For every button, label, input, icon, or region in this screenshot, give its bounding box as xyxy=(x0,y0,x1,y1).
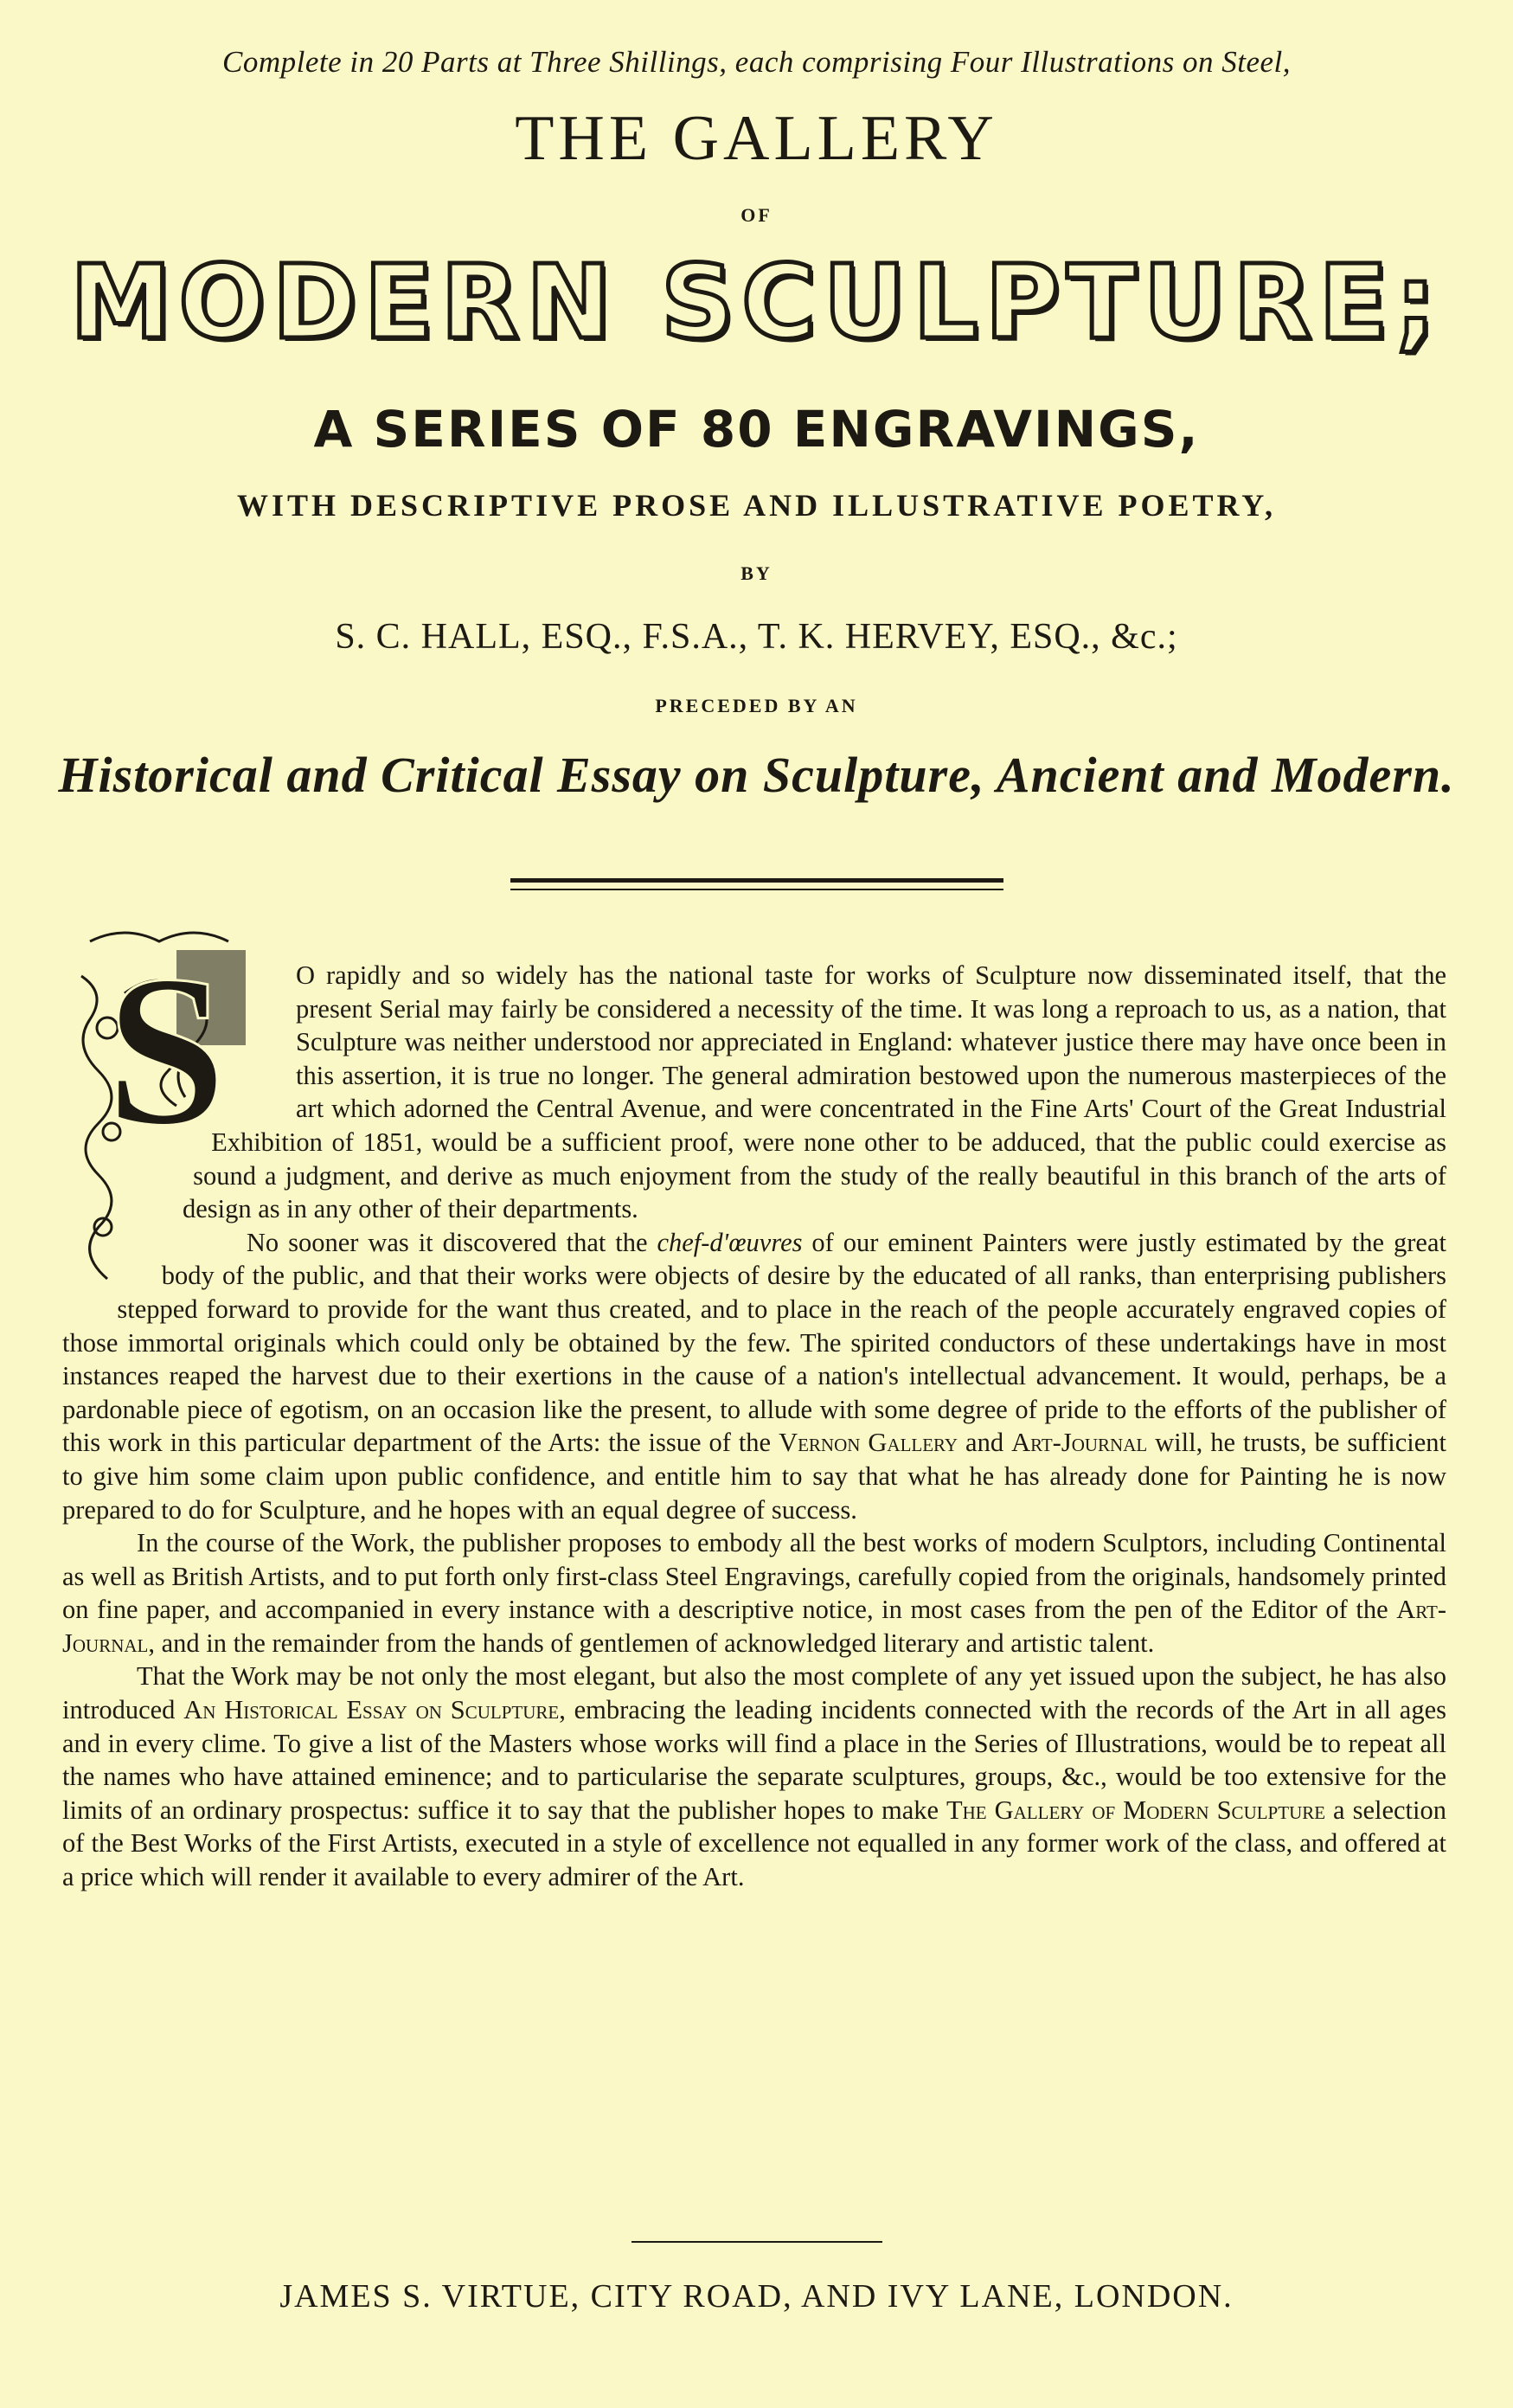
paragraph-1: O rapidly and so widely has the national taste for works of Sculpture now disseminated itself, that the present Serial may fairly be considered a necessity of the time. It was long a reproach to us, as a nation, that Sculpture was neither understood nor appreciated in England: whatever justice there may have once been in this assertion, it is true no longer. The general admiration bestowed upon the numerous masterpieces of the art which adorned the Central Avenue, and were concentrated in the Fine Arts' Court of the Great Industrial Exhibition of 1851, would be a sufficient proof, were none other to be adduced, that the public could exercise as sound a judgment, and derive as much enjoyment from the study of the really beautiful in this branch of the arts of design as in any other of their departments. xyxy=(182,960,1446,1224)
preceded-label: PRECEDED BY AN xyxy=(655,695,858,716)
with-line: WITH DESCRIPTIVE PROSE AND ILLUSTRATIVE POETRY, xyxy=(237,488,1276,523)
essay-title: Historical and Critical Essay on Sculpture, Ancient and Modern. xyxy=(58,747,1455,803)
publisher-imprint: JAMES S. VIRTUE, CITY ROAD, AND IVY LANE, LONDON. xyxy=(279,2278,1234,2315)
paragraph-2: No sooner was it discovered that the chef-d'œuvres of our eminent Painters were justly estimated by the great body of the public, and that their works were objects of desire by the educated of all ranks, than enterprising publishers stepped forward to provide for the want thus created, and to place in the reach of the people accurately engraved copies of those immortal originals which could only be obtained by the few. The spirited conductors of these undertakings have in most instances reaped the harvest due to their exertions in the cause of a nation's intellectual advancement. It would, perhaps, be a pardonable piece of egotism, on an occasion like the present, to allude with some degree of pride to the efforts of the publisher of this work in this particular department of the Arts: the issue of the Vernon Gallery and Art-Journal will, he trusts, be sufficient to give him some claim upon public confidence, and entitle him to say that what he has already done for Painting he is now prepared to do for Sculpture, and he hopes with an equal degree of success. xyxy=(62,1227,1447,1525)
title: THE GALLERY xyxy=(515,103,998,174)
body-text xyxy=(62,959,1446,1894)
paragraph-3: In the course of the Work, the publisher proposes to embody all the best works of modern Sculptors, including Continental as well as British Artists, and to put forth only first-class Steel Engravings, carefully copied from the originals, handsomely printed on fine paper, and accompanied in every instance with a descriptive notice, in most cases from the pen of the Editor of the Art-Journal, and in the remainder from the hands of gentlemen of acknowledged literary and artistic talent. xyxy=(62,1528,1446,1658)
divider-thick xyxy=(510,878,1003,883)
top-line: Complete in 20 Parts at Three Shillings, each comprising Four Illustrations on Steel, xyxy=(221,45,1292,79)
dropcap-letter: S xyxy=(106,931,227,1171)
authors: S. C. HALL, ESQ., F.S.A., T. K. HERVEY, ESQ., &c.; xyxy=(335,617,1178,657)
headline: MODERN SCULPTURE; xyxy=(69,242,1444,362)
divider-thin xyxy=(510,889,1003,890)
divider-bottom xyxy=(631,2241,882,2243)
by-label: BY xyxy=(740,562,773,584)
series-line: A SERIES OF 80 ENGRAVINGS, xyxy=(313,400,1200,459)
paragraph-4: That the Work may be not only the most elegant, but also the most complete of any yet issued upon the subject, he has also introduced An Historical Essay on Sculpture, embracing the leading incidents connected with the records of the Art in all ages and in every clime. To give a list of the Masters whose works will find a place in the Series of Illustrations, would be to repeat all the names who have attained eminence; and to particularise the separate sculptures, groups, &c., would be too extensive for the limits of an ordinary prospectus: suffice it to say that the publisher hopes to make The Gallery of Modern Sculpture a selection of the Best Works of the First Artists, executed in a style of excellence not equalled in any former work of the class, and offered at a price which will render it available to every admirer of the Art. xyxy=(62,1661,1446,1892)
of-label: OF xyxy=(740,204,773,226)
